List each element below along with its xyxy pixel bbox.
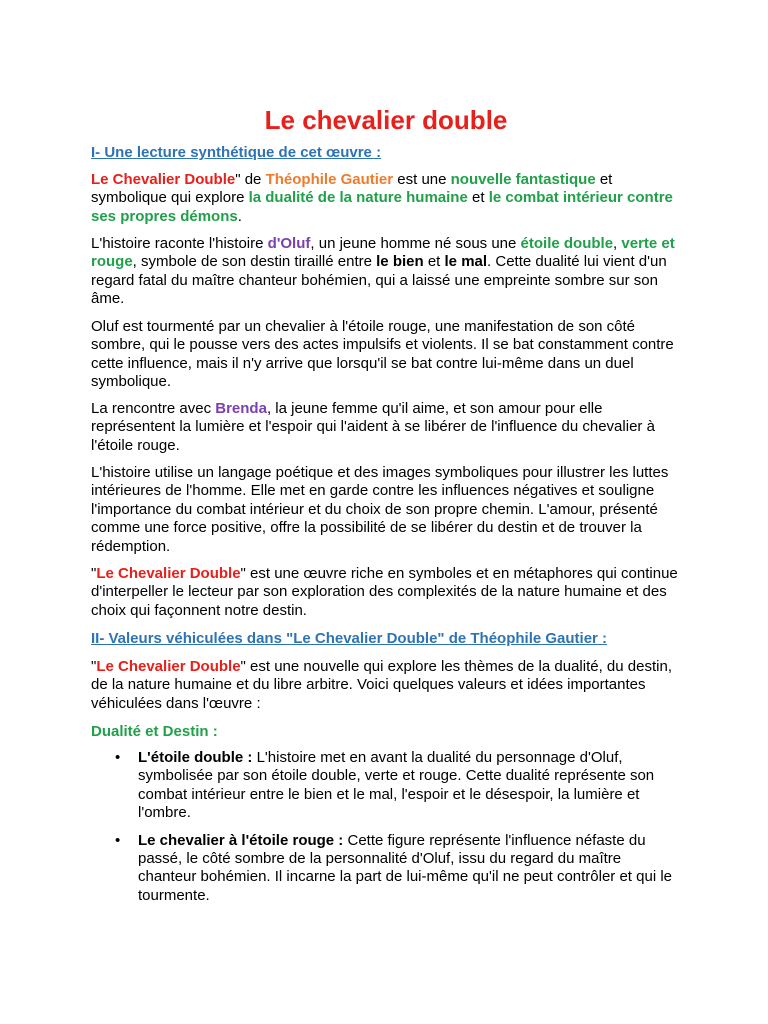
text-run: , un jeune homme né sous une [310, 235, 521, 252]
text-run: . [237, 207, 242, 225]
work-title: Le Chevalier Double [96, 565, 241, 582]
highlight-genre: nouvelle fantastique [450, 171, 596, 188]
section-heading-2: II- Valeurs véhiculées dans "Le Chevalier Double" de Théophile Gautier : [91, 630, 608, 647]
bullet-icon: • [115, 749, 121, 766]
highlight-double-star: étoile double [520, 235, 614, 252]
list-item-term: L'étoile double : [138, 749, 253, 766]
paragraph-torment: Oluf est tourmenté par un chevalier à l'étoile rouge, une manifestation de son côté sombre, qui le pousse vers des actes impulsifs et violents. Il se bat constamment contre cette influence, mais il n'y arrive que lorsqu'il se bat contre lui-même dans un duel symbolique. [91, 318, 674, 391]
text-run: " [91, 565, 97, 582]
text-run: , symbole de son destin tiraillé entre [132, 253, 377, 271]
text-run: L'histoire raconte l'histoire [91, 235, 268, 252]
text-run: " [91, 658, 97, 675]
bold-good: le bien [376, 253, 424, 271]
text-run: , la jeune femme qu'il aime, et son amour pour elle représentent la lumière et l'espoir qui l'aident à se libérer de l'influence du chevalier à l'étoile rouge. [91, 400, 655, 454]
paragraph-brenda [91, 400, 681, 455]
text-run: est une [393, 171, 451, 188]
bold-evil: le mal [444, 253, 488, 271]
text-run: , [613, 235, 622, 252]
work-title: Le Chevalier Double [91, 171, 236, 188]
list-item [113, 832, 681, 906]
bullet-icon: • [115, 831, 121, 849]
highlight-colors: verte et rouge [91, 235, 675, 271]
text-run: . Cette dualité lui vient d'un regard fatal du maître chanteur bohémien, qui a laissé une empreinte sombre sur son âme. [91, 253, 667, 308]
paragraph-intro [91, 171, 681, 226]
paragraph-conclusion [91, 565, 681, 620]
paragraph-story [91, 235, 681, 309]
section-heading-1: I- Une lecture synthétique de cet œuvre : [91, 144, 382, 161]
paragraph-values-intro [91, 658, 681, 713]
author-name: Théophile Gautier [265, 171, 394, 188]
text-run: et [467, 189, 489, 207]
text-run: et [423, 253, 445, 271]
paragraph-language: L'histoire utilise un langage poétique et des images symboliques pour illustrer les luttes intérieures de l'homme. Elle met en garde contre les influences négatives et souligne l'importance du combat intérieur et du choix de son propre chemin. L'amour, présenté comme une force positive, offre la possibilité de se libérer du destin et de trouver la rédemption. [91, 464, 669, 555]
values-list [113, 749, 681, 905]
list-item-text: L'histoire met en avant la dualité du personnage d'Oluf, symbolisée par son étoile double, verte et rouge. Cette dualité représente son combat intérieur entre le bien et le mal, l'espoir et le désespoir, la lumière et l'ombre. [138, 749, 655, 822]
highlight-theme-combat: le combat intérieur contre ses propres démons [91, 189, 673, 225]
highlight-theme-duality: la dualité de la nature humaine [248, 189, 468, 207]
text-run: " est une nouvelle qui explore les thèmes de la dualité, du destin, de la nature humaine et du libre arbitre. Voici quelques valeurs et idées importantes véhiculées dans l'œuvre : [91, 658, 672, 712]
text-run: La rencontre avec [91, 400, 216, 417]
text-run: " de [235, 171, 266, 188]
character-brenda: Brenda [215, 400, 267, 417]
list-item [113, 749, 681, 823]
document-title: Le chevalier double [264, 105, 508, 135]
list-item-text: Cette figure représente l'influence néfaste du passé, le côté sombre de la personnalité d'Oluf, issu du regard du maître chanteur bohémien. Il incarne la part de lui-même qu'il ne peut contrôler et qui le tourmente. [138, 831, 673, 904]
work-title: Le Chevalier Double [96, 658, 241, 675]
subheading-duality-destiny: Dualité et Destin : [91, 723, 218, 740]
text-run: " est une œuvre riche en symboles et en métaphores qui continue d'interpeller le lecteur par son exploration des complexités de la nature humaine et des choix qui façonnent notre destin. [91, 565, 678, 619]
text-run: et symbolique qui explore [91, 171, 613, 207]
list-item-term: Le chevalier à l'étoile rouge : [138, 831, 344, 849]
character-oluf: d'Oluf [267, 235, 311, 252]
